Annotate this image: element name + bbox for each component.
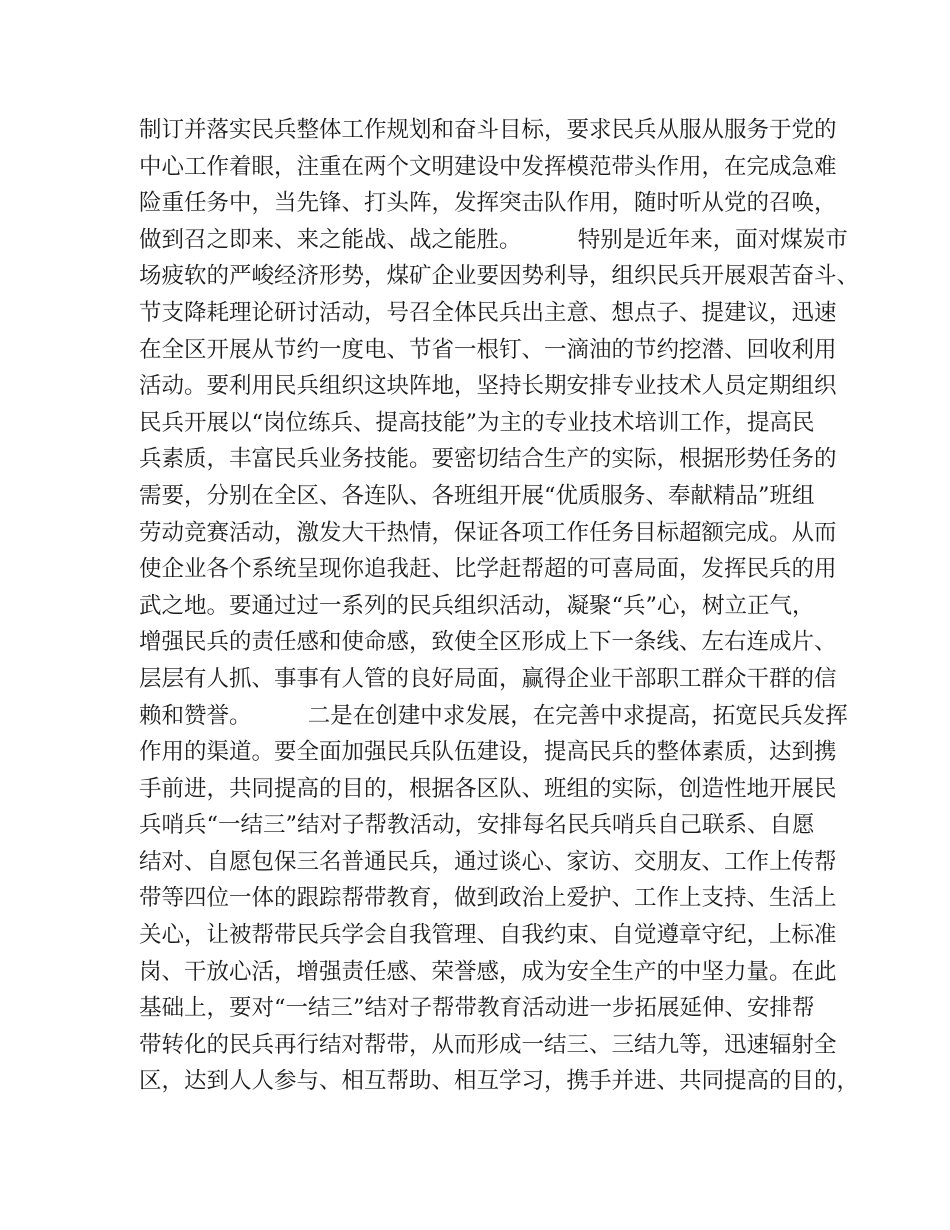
text-line: 岗、干放心活，增强责任感、荣誉感，成为安全生产的中坚力量。在此 <box>139 958 837 985</box>
text-line: 场疲软的严峻经济形势，煤矿企业要因势利导，组织民兵开展艰苦奋斗、 <box>139 263 860 290</box>
text-line: 劳动竞赛活动，激发大干热情，保证各项工作任务目标超额完成。从而 <box>139 519 837 546</box>
text-line: 制订并落实民兵整体工作规划和奋斗目标，要求民兵从服从服务于党的 <box>139 117 837 143</box>
text-line: 结对、自愿包保三名普通民兵，通过谈心、家访、交朋友、工作上传帮 <box>139 848 837 875</box>
text-line: 关心，让被帮带民兵学会自我管理、自我约束、自觉遵章守纪，上标准 <box>139 922 837 949</box>
text-line: 武之地。要通过过一系列的民兵组织活动，凝聚“兵”心，树立正气， <box>139 592 815 619</box>
text-line: 层层有人抓、事事有人管的良好局面，赢得企业干部职工群众干群的信 <box>139 665 837 692</box>
text-line: 民兵开展以“岗位练兵、提高技能”为主的专业技术培训工作，提高民 <box>139 409 815 436</box>
text-line: 节支降耗理论研讨活动，号召全体民兵出主意、想点子、提建议，迅速 <box>139 299 837 326</box>
text-line: 带转化的民兵再行结对帮带，从而形成一结三、三结九等，迅速辐射全 <box>139 1031 837 1058</box>
text-line: 带等四位一体的跟踪帮带教育，做到政治上爱护、工作上支持、生活上 <box>139 885 837 912</box>
text-line: 兵哨兵“一结三”结对子帮教活动，安排每名民兵哨兵自己联系、自愿 <box>139 812 815 839</box>
text-line: 手前进，共同提高的目的，根据各区队、班组的实际，创造性地开展民 <box>139 775 837 802</box>
text-line: 做到召之即来、来之能战、战之能胜。 特别是近年来，面对煤炭市 <box>139 226 848 253</box>
text-line: 险重任务中，当先锋、打头阵，发挥突击队作用，随时听从党的召唤， <box>139 190 837 217</box>
text-line: 基础上，要对“一结三”结对子帮带教育活动进一步拓展延伸、安排帮 <box>139 995 815 1022</box>
text-line: 区，达到人人参与、相互帮助、相互学习，携手并进、共同提高的目的， <box>139 1068 860 1095</box>
text-line: 作用的渠道。要全面加强民兵队伍建设，提高民兵的整体素质，达到携 <box>139 739 837 766</box>
text-line: 增强民兵的责任感和使命感，致使全区形成上下一条线、左右连成片、 <box>139 629 837 656</box>
text-line: 在全区开展从节约一度电、节省一根钉、一滴油的节约挖潜、回收利用 <box>139 336 837 363</box>
text-line: 赖和赞誉。 二是在创建中求发展，在完善中求提高，拓宽民兵发挥 <box>139 702 848 729</box>
text-line: 中心工作着眼，注重在两个文明建设中发挥模范带头作用，在完成急难 <box>139 153 837 180</box>
text-line: 使企业各个系统呈现你追我赶、比学赶帮超的可喜局面，发挥民兵的用 <box>139 556 837 583</box>
text-line: 需要，分别在全区、各连队、各班组开展“优质服务、奉献精品”班组 <box>139 482 815 509</box>
text-line: 活动。要利用民兵组织这块阵地，坚持长期安排专业技术人员定期组织 <box>139 373 837 400</box>
text-line: 兵素质，丰富民兵业务技能。要密切结合生产的实际，根据形势任务的 <box>139 446 837 473</box>
body-text <box>139 112 860 1100</box>
